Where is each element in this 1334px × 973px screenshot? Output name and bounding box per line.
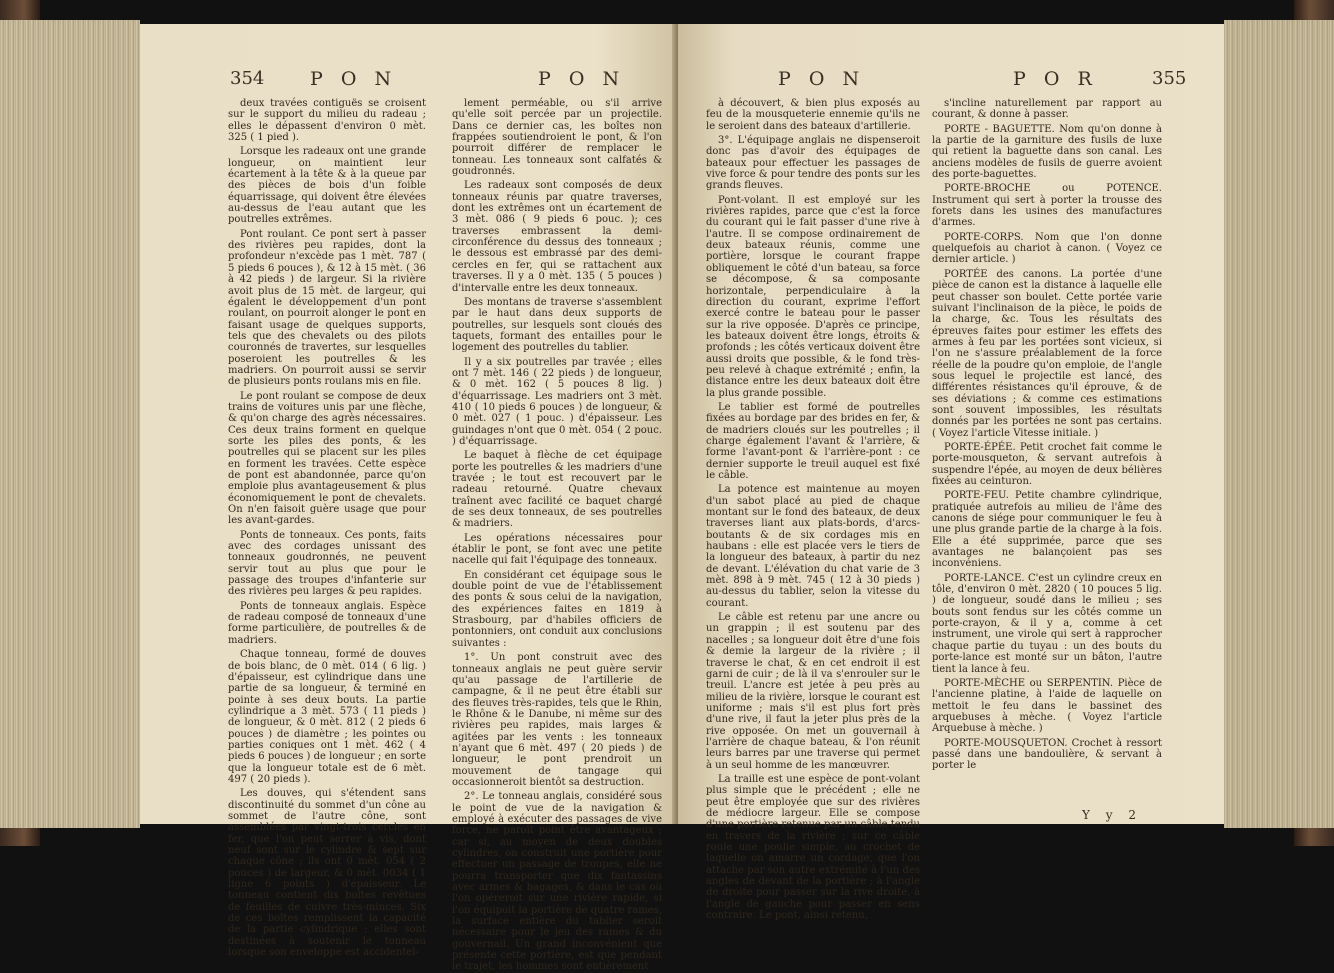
- running-head: P O N: [538, 68, 626, 90]
- page-number: 354: [230, 68, 265, 89]
- right-page: [678, 24, 1224, 922]
- paragraph: Pont-volant. Il est employé sur les rivières rapides, parce que c'est la force du courant qui le fait passer d'une rive à l'autre. Il se compose ordinairement de deux bateaux réunis, comme une portière, lorsque le courant frappe obliquement le côté d'un bateau, sa force se décompose, & sa composante horizontale, perpendiculaire à la direction du courant, exprime l'effort exercé contre le bateau pour le passer sur la rive opposée. D'après ce principe, les bateaux doivent être longs, étroits & profonds ; les côtés verticaux doivent être aussi droits que possible, & le fond très-peu relevé à chaque extrémité ; enfin, la distance entre les deux bateaux doit être la plus grande possible.: [706, 194, 920, 399]
- paragraph: Lorsque les radeaux ont une grande longueur, on maintient leur écartement à la tête & à la queue par des pièces de bois d'un foible équarrissage, qui doivent être élevées au-dessus de l'eau autant que les poutrelles extrêmes.: [228, 146, 426, 226]
- paragraph: PORTE-BROCHE ou POTENCE. Instrument qui sert à porter la trousse des forets dans les usines des manufactures d'armes.: [932, 183, 1162, 229]
- paragraph: s'incline naturellement par rapport au courant, & donne à passer.: [932, 98, 1162, 121]
- page-edges-left: [0, 20, 140, 828]
- paragraph: à découvert, & bien plus exposés au feu de la mousqueterie ennemie qu'ils ne le seroient dans des bateaux d'artillerie.: [706, 98, 920, 132]
- paragraph: PORTE-ÉPÉE. Petit crochet fait comme le porte-mousqueton, & servant autrefois à suspendre l'épée, au moyen de deux bélières fixées au ceinturon.: [932, 441, 1162, 487]
- running-head: P O R: [1013, 68, 1098, 90]
- running-head: P O N: [778, 68, 866, 90]
- left-page: [140, 24, 678, 973]
- paragraph: En considérant cet équipage sous le double point de vue de l'établissement des ponts & sous celui de la navigation, des expériences faites en 1819 à Strasbourg, par d'habiles officiers de pontonniers, ont conduit aux conclusions suivantes :: [452, 569, 662, 649]
- paragraph: Le baquet à flèche de cet équipage porte les poutrelles & les madriers d'une travée ; le tout est recouvert par le radeau retourné. Quatre chevaux traînent avec facilité ce baquet chargé de ses deux tonneaux, de ses poutrelles & madriers.: [452, 450, 662, 530]
- paragraph: Les douves, qui s'étendent sans discontinuité du sommet d'un cône au sommet de l'autre cône, sont assemblées par vingt-trois cercles en fer, que l'on peut serrer à vis, dont neuf sont sur le cylindre & sept sur chaque cône ; ils ont 0 mèt. 054 ( 2 pouces ) de largeur, & 0 mèt. 0034 ( 1 ligne 6 points ) d'épaisseur. Le tonneau contient dix boîtes revêtues de feuilles de cuivre très-minces. Six de ces boîtes remplissent la capacité de la partie cylindrique ; elles sont destinées à soutenir le tonneau lorsque son enveloppe est accidentel-: [228, 788, 426, 959]
- paragraph: Des montans de traverse s'assemblent par le haut dans deux supports de poutrelles, sur lesquels sont cloués des taquets, formant des entailles pour le logement des poutrelles du tablier.: [452, 296, 662, 354]
- paragraph: Ponts de tonneaux anglais. Espèce de radeau composé de tonneaux d'une forme particulière, de poutrelles & de madriers.: [228, 600, 426, 646]
- text-column-2: [452, 98, 662, 973]
- text-column-1: [706, 98, 920, 922]
- paragraph: 2°. Le tonneau anglais, considéré sous le point de vue de la navigation & employé à exécuter des passages de vive force, ne paroît point être avantageux ; car si, au moyen de deux doubles cylindres, on construit une portière pour effectuer un passage de troupes, elle ne pourra transporter que dix fantassins avec armes & bagages, & dans le cas où l'on opéreroit sur une rivière rapide, si l'on équipoit la portière de quatre rames, la surface entière du tablier seroit nécessaire pour le jeu des rames & du gouvernail. Un grand inconvénient que présente cette portière, est que pendant le trajet, les hommes sont entièrement: [452, 791, 662, 973]
- page-edges-right: [1224, 20, 1334, 828]
- signature-mark: Y y 2: [1082, 808, 1142, 822]
- text-column-2: [932, 98, 1162, 818]
- paragraph: deux travées contiguës se croisent sur le support du milieu du radeau ; elles le dépassent d'environ 0 mèt. 325 ( 1 pied ).: [228, 98, 426, 144]
- paragraph: Le tablier est formé de poutrelles fixées au bordage par des brides en fer, & de madriers cloués sur les poutrelles ; il charge également l'avant & l'arrière, & forme l'avant-pont & l'arrière-pont : ce dernier supporte le treuil auquel est fixé le câble.: [706, 401, 920, 481]
- page-number: 355: [1152, 68, 1187, 89]
- paragraph: lement perméable, ou s'il arrive qu'elle soit percée par un projectile. Dans ce dernier cas, les boîtes non frappées soutiendroient le pont, & l'on pourroit différer de remplacer le tonneau. Les tonneaux sont calfatés & goudronnés.: [452, 98, 662, 178]
- paragraph: 1°. Un pont construit avec des tonneaux anglais ne peut guère servir qu'au passage de l'artillerie de campagne, & il ne peut être établi sur des fleuves très-rapides, tels que le Rhin, le Rhône & le Danube, ni même sur des rivières peu rapides, mais larges & agitées par les vents : les tonneaux n'ayant que 6 mèt. 497 ( 20 pieds ) de longueur, le pont prendroit un mouvement de tangage qui occasionneroit bientôt sa destruction.: [452, 652, 662, 788]
- paragraph: Les radeaux sont composés de deux tonneaux réunis par quatre traverses, dont les extrêmes ont un écartement de 3 mèt. 086 ( 9 pieds 6 pouc. ); ces traverses embrassent la demi-circonférence du dessus des tonneaux ; le dessous est embrassé par des demi-cercles en fer, qui se rattachent aux traverses. Il y a 0 mèt. 135 ( 5 pouces ) d'intervalle entre les deux tonneaux.: [452, 180, 662, 294]
- paragraph: Il y a six poutrelles par travée ; elles ont 7 mèt. 146 ( 22 pieds ) de longueur, & 0 mèt. 162 ( 5 pouces 8 lig. ) d'équarrissage. Les madriers ont 3 mèt. 410 ( 10 pieds 6 pouces ) de longueur, & 0 mèt. 027 ( 1 pouc. ) d'épaisseur. Les guindages n'ont que 0 mèt. 054 ( 2 pouc. ) d'équarrissage.: [452, 356, 662, 447]
- paragraph: Le câble est retenu par une ancre ou un grappin ; il est soutenu par des nacelles ; sa longueur doit être d'une fois & demie la largeur de la rivière ; il traverse le chat, & en cet endroit il est garni de cuir ; de là il va s'enrouler sur le treuil. L'ancre est jetée à peu près au milieu de la rivière, lorsque le courant est uniforme ; mais s'il est plus fort près d'une rive, il faut la jeter plus près de la rive opposée. On met un gouvernail à l'arrière de chaque bateau, & l'on réunit leurs barres par une traverse qui permet à un seul homme de les manœuvrer.: [706, 612, 920, 771]
- paragraph: Pont roulant. Ce pont sert à passer des rivières peu rapides, dont la profondeur n'excède pas 1 mèt. 787 ( 5 pieds 6 pouces ), & 12 à 15 mèt. ( 36 à 42 pieds ) de largeur. Si la rivière avoit plus de 15 mèt. de largeur, qui égalent le développement d'un pont roulant, on pourroit alonger le pont en faisant usage de quelques supports, tels que des chevalets ou des pilots couronnés de travertes, sur lesquelles poseroient les poutrelles & les madriers. On pourroit aussi se servir de plusieurs ponts roulans mis en file.: [228, 228, 426, 388]
- paragraph: PORTE-FEU. Petite chambre cylindrique, pratiquée autrefois au milieu de l'âme des canons de siége pour communiquer le feu à une plus grande partie de la charge à la fois. Elle a été supprimée, parce que ses avantages ne balançoient pas ses inconvéniens.: [932, 490, 1162, 570]
- paragraph: Le pont roulant se compose de deux trains de voitures unis par une flèche, & qu'on charge des agrès nécessaires. Ces deux trains forment en quelque sorte les piles des ponts, & les poutrelles qui se placent sur les piles en forment les travées. Cette espèce de pont est abandonnée, parce qu'on emploie plus avantageusement & plus économiquement le pont de chevalets. On n'en faisoit guère usage que pour les avant-gardes.: [228, 390, 426, 527]
- paragraph: PORTE-LANCE. C'est un cylindre creux en tôle, d'environ 0 mèt. 2820 ( 10 pouces 5 lig. ) de longueur, soudé dans le milieu ; ses bouts sont fendus sur les côtés comme un porte-crayon, & il y a, comme à cet instrument, une virole qui sert à rapprocher chaque partie du tuyau : un des bouts du porte-lance est monté sur un bâton, l'autre tient la lance à feu.: [932, 572, 1162, 675]
- paragraph: PORTÉE des canons. La portée d'une pièce de canon est la distance à laquelle elle peut chasser son boulet. Cette portée varie suivant l'inclinaison de la pièce, le poids de la charge, &c. Tous les résultats des épreuves faites pour estimer les effets des armes à feu par les portées sont vicieux, si l'on ne s'assure préalablement de la force réelle de la poudre qu'on emploie, de l'angle sous lequel le projectile est lancé, des différentes résistances qu'il éprouve, & de ses déviations ; & comme ces estimations sont souvent impossibles, les résultats donnés par les portées ne sont pas certains. ( Voyez l'article Vitesse initiale. ): [932, 268, 1162, 439]
- running-head: P O N: [310, 68, 398, 90]
- paragraph: Les opérations nécessaires pour établir le pont, se font avec une petite nacelle qui fait l'équipage des tonneaux.: [452, 532, 662, 567]
- paragraph: Ponts de tonneaux. Ces ponts, faits avec des cordages unissant des tonneaux goudronnés, ne peuvent servir tout au plus que pour le passage des troupes d'infanterie sur des rivières peu larges & peu rapides.: [228, 529, 426, 598]
- paragraph: PORTE-MOUSQUETON. Crochet à ressort passé dans une bandoulière, & servant à porter le: [932, 737, 1162, 772]
- paragraph: La potence est maintenue au moyen d'un sabot placé au pied de chaque montant sur le fond des bateaux, de deux traverses liant aux plats-bords, d'arcs-boutants & de six cordages mis en haubans : elle est placée vers le tiers de la longueur des bateaux, à partir du nez de devant. L'élévation du chat varie de 3 mèt. 898 à 9 mèt. 745 ( 12 à 30 pieds ) au-dessus du tablier, selon la vitesse du courant.: [706, 484, 920, 609]
- text-column-1: [228, 98, 426, 959]
- paragraph: 3°. L'équipage anglais ne dispenseroit donc pas d'avoir des équipages de bateaux pour effectuer les passages de vive force & pour tendre des ponts sur les grands fleuves.: [706, 135, 920, 192]
- paragraph: PORTE-CORPS. Nom que l'on donne quelquefois au chariot à canon. ( Voyez ce dernier article. ): [932, 231, 1162, 266]
- paragraph: Chaque tonneau, formé de douves de bois blanc, de 0 mèt. 014 ( 6 lig. ) d'épaisseur, est cylindrique dans une partie de sa longueur, & terminé en pointe à ses deux bouts. La partie cylindrique a 3 mèt. 573 ( 11 pieds ) de longueur, & 0 mèt. 812 ( 2 pieds 6 pouces ) de diamètre ; les pointes ou parties coniques ont 1 mèt. 462 ( 4 pieds 6 pouces ) de longueur ; en sorte que la longueur totale est de 6 mèt. 497 ( 20 pieds ).: [228, 649, 426, 785]
- paragraph: PORTE-MÈCHE ou SERPENTIN. Pièce de l'ancienne platine, à l'aide de laquelle on mettoit le feu dans le bassinet des arquebuses à mèche. ( Voyez l'article Arquebuse à mèche. ): [932, 677, 1162, 735]
- paragraph: La traille est une espèce de pont-volant plus simple que le précédent ; elle ne peut être employée que sur des rivières de médiocre largeur. Elle se compose d'une portière retenue par un câble tendu en travers de la rivière ; sur ce câble roule une poulie simple, au crochet de laquelle on amarre un cordage, que l'on attache par son autre extrémité à l'un des angles de devant de la portière ; à l'angle de droite pour passer sur la rive droite, à l'angle de gauche pour passer en sens contraire. Le pont, ainsi retenu,: [706, 773, 920, 922]
- paragraph: PORTE - BAGUETTE. Nom qu'on donne à la partie de la garniture des fusils de luxe qui retient la baguette dans son canal. Les anciens modèles de fusils de guerre avoient des porte-baguettes.: [932, 123, 1162, 181]
